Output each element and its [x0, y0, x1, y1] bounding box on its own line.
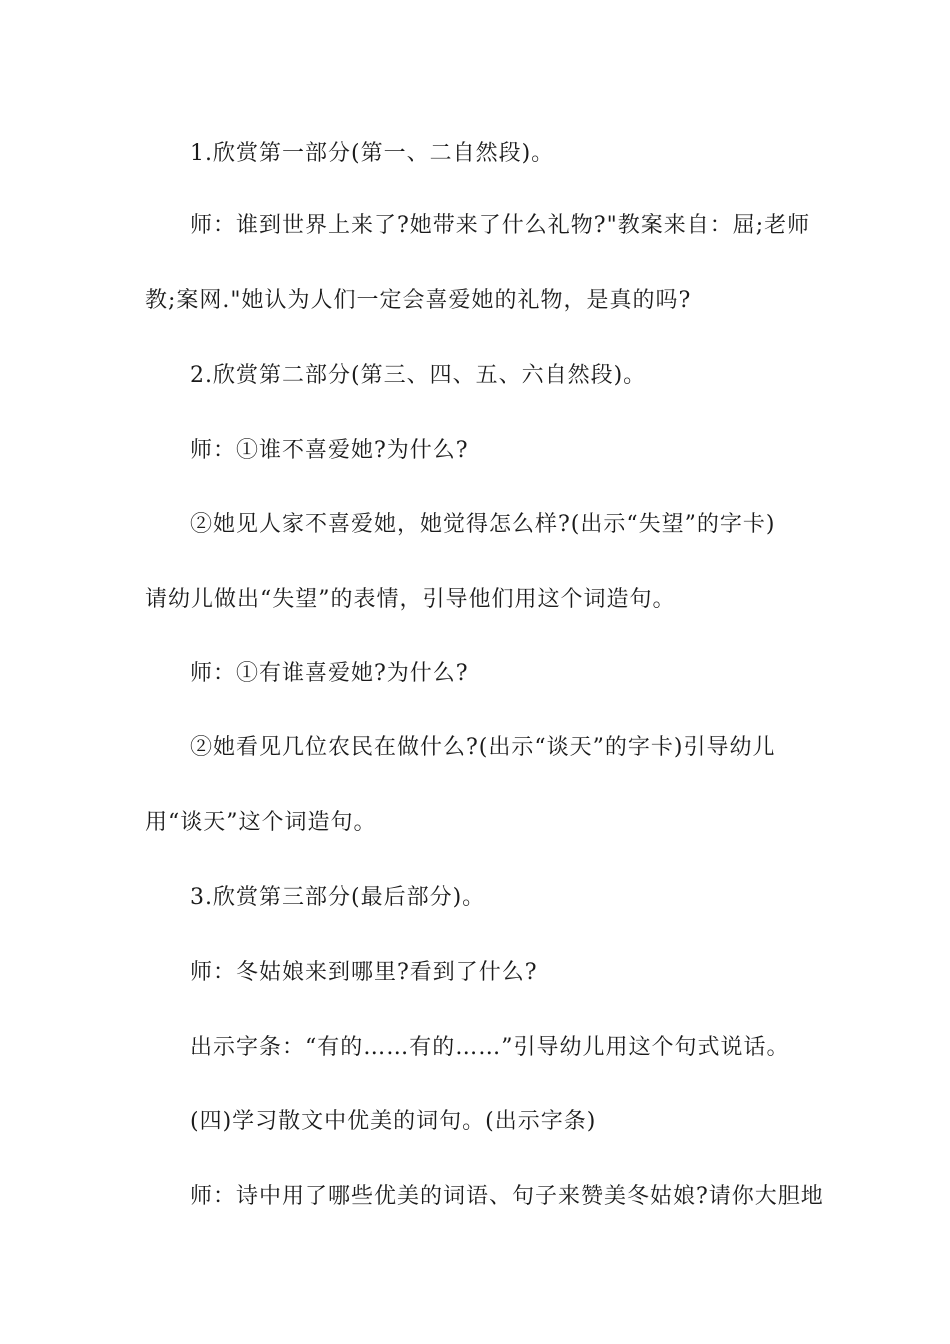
paragraph-line: (四)学习散文中优美的词句。(出示字条)	[190, 1109, 597, 1134]
paragraph-line: 出示字条：“有的……有的……”引导幼儿用这个句式说话。	[190, 1035, 790, 1060]
paragraph-line: 请幼儿做出“失望”的表情，引导他们用这个词造句。	[145, 587, 676, 612]
paragraph-line: 1.欣赏第一部分(第一、二自然段)。	[190, 141, 555, 166]
paragraph-line: 教;案网."她认为人们一定会喜爱她的礼物，是真的吗?	[145, 288, 692, 313]
paragraph-line: 2.欣赏第二部分(第三、四、五、六自然段)。	[190, 363, 647, 388]
paragraph-line: 师：诗中用了哪些优美的词语、句子来赞美冬姑娘?请你大胆地	[190, 1184, 824, 1209]
paragraph-line: 师：①有谁喜爱她?为什么?	[190, 661, 469, 686]
paragraph-line: 师：谁到世界上来了?她带来了什么礼物?"教案来自：屈;老师	[190, 213, 811, 238]
paragraph-line: ②她见人家不喜爱她，她觉得怎么样?(出示“失望”的字卡)	[190, 512, 776, 537]
paragraph-line: 用“谈天”这个词造句。	[145, 810, 377, 835]
paragraph-line: 师：①谁不喜爱她?为什么?	[190, 438, 469, 463]
paragraph-line: 3.欣赏第三部分(最后部分)。	[190, 885, 486, 910]
paragraph-line: ②她看见几位农民在做什么?(出示“谈天”的字卡)引导幼儿	[190, 735, 776, 760]
paragraph-line: 师：冬姑娘来到哪里?看到了什么?	[190, 960, 538, 985]
